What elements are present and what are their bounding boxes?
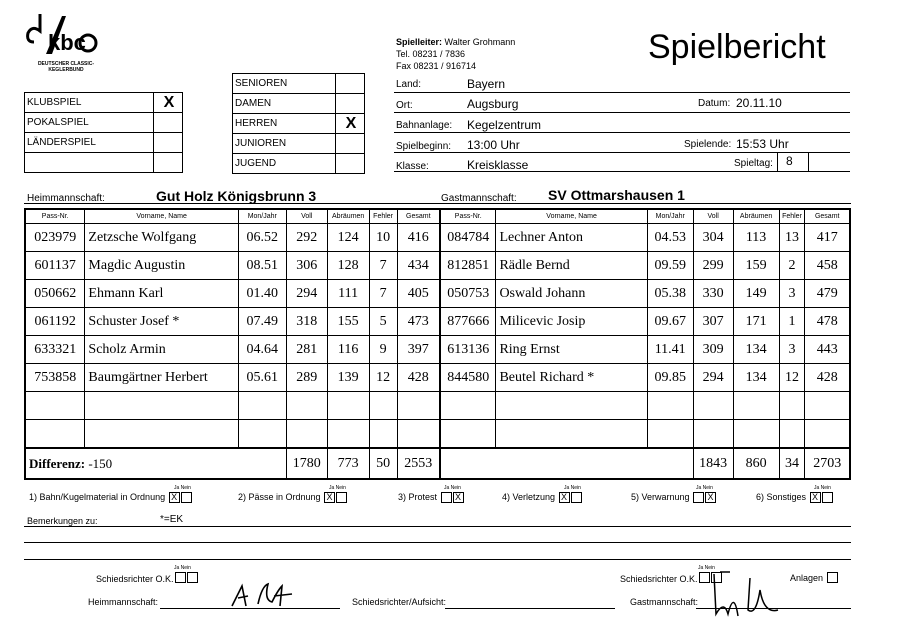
home-pass-cell: 633321 [25, 336, 85, 364]
guest-schiri-ok-label: Schiedsrichter O.K. [620, 574, 698, 584]
check-1: 1) Bahn/Kugelmaterial in Ordnung X [29, 492, 192, 503]
home-pass-cell [25, 420, 85, 449]
home-gesamt-cell [397, 420, 440, 449]
table-header-row [25, 209, 850, 224]
home-name-cell: Ehmann Karl [85, 280, 238, 308]
class-mark [336, 74, 365, 94]
guest-date-cell: 11.41 [647, 336, 693, 364]
ja-nein-label: Ja Nein [564, 485, 581, 491]
table-row [25, 280, 850, 308]
guest-abr-cell: 134 [733, 364, 779, 392]
remarks-text: *=EK [160, 514, 184, 525]
guest-voll-cell [693, 420, 733, 449]
class-mark [336, 154, 365, 174]
home-gesamt-cell: 434 [397, 252, 440, 280]
guest-total-abr: 860 [733, 448, 779, 479]
home-voll-cell: 289 [286, 364, 327, 392]
col-header: Pass-Nr. [440, 209, 496, 224]
home-date-cell: 07.49 [238, 308, 286, 336]
home-team-name: Gut Holz Königsbrunn 3 [156, 188, 317, 204]
guest-total-fehler: 34 [779, 448, 805, 479]
class-label: SENIOREN [233, 74, 336, 94]
guest-pass-cell: 050753 [440, 280, 496, 308]
home-date-cell [238, 392, 286, 420]
type-label: POKALSPIEL [25, 113, 154, 133]
remarks-line [24, 559, 851, 560]
guest-pass-cell: 084784 [440, 224, 496, 252]
datum-value: 20.11.10 [736, 96, 782, 110]
bahnanlage-value: Kegelzentrum [467, 118, 542, 132]
col-header: Mon/Jahr [647, 209, 693, 224]
check-6: 6) Sonstiges X [756, 492, 833, 503]
class-mark [336, 94, 365, 114]
home-abr-cell: 155 [327, 308, 369, 336]
home-fehler-cell: 10 [369, 224, 397, 252]
check-nein-box[interactable]: X [453, 492, 464, 503]
bahnanlage-label: Bahnanlage: [396, 120, 453, 131]
remarks-line [24, 542, 851, 543]
table-row [25, 224, 850, 252]
guest-fehler-cell: 3 [779, 336, 805, 364]
class-mark [336, 134, 365, 154]
check-2: 2) Pässe in Ordnung X [238, 492, 347, 503]
guest-gesamt-cell [805, 392, 850, 420]
datum-label: Datum: [698, 98, 731, 109]
spieltag-value: 8 [786, 154, 793, 168]
col-header: Gesamt [397, 209, 440, 224]
home-name-cell: Zetzsche Wolfgang [85, 224, 238, 252]
home-total-gesamt: 2553 [397, 448, 440, 479]
home-fehler-cell [369, 420, 397, 449]
spielleiter-tel: Tel. 08231 / 7836 [396, 49, 466, 59]
guest-voll-cell: 330 [693, 280, 733, 308]
col-header: Voll [286, 209, 327, 224]
ja-nein-label: Ja Nein [174, 565, 191, 571]
guest-fehler-cell [779, 420, 805, 449]
guest-signature [700, 570, 790, 625]
guest-voll-cell: 299 [693, 252, 733, 280]
check-nein-box[interactable] [571, 492, 582, 503]
guest-voll-cell: 294 [693, 364, 733, 392]
home-fehler-cell: 7 [369, 280, 397, 308]
guest-name-cell [496, 420, 647, 449]
table-row [25, 364, 850, 392]
home-abr-cell [327, 420, 369, 449]
home-total-voll: 1780 [286, 448, 327, 479]
home-fehler-cell [369, 392, 397, 420]
spielleiter-block [396, 36, 515, 72]
home-gesamt-cell: 405 [397, 280, 440, 308]
check-nein-box[interactable] [822, 492, 833, 503]
table-row [25, 420, 850, 449]
home-name-cell: Baumgärtner Herbert [85, 364, 238, 392]
home-signature-label: Heimmannschaft: [88, 597, 159, 607]
check-nein-box[interactable] [181, 492, 192, 503]
spieltag-label: Spieltag: [734, 158, 773, 169]
guest-fehler-cell: 12 [779, 364, 805, 392]
guest-name-cell [496, 392, 647, 420]
ja-nein-label: Ja Nein [696, 485, 713, 491]
home-date-cell: 06.52 [238, 224, 286, 252]
guest-fehler-cell [779, 392, 805, 420]
guest-abr-cell: 171 [733, 308, 779, 336]
type-mark: X [154, 93, 183, 113]
home-pass-cell: 023979 [25, 224, 85, 252]
ja-nein-label: Ja Nein [698, 565, 715, 571]
home-abr-cell: 124 [327, 224, 369, 252]
col-header: Mon/Jahr [238, 209, 286, 224]
table-row [25, 336, 850, 364]
difference-value: -150 [88, 455, 113, 471]
guest-name-cell: Lechner Anton [496, 224, 647, 252]
home-pass-cell: 061192 [25, 308, 85, 336]
logo-line1: DEUTSCHER CLASSIC- [37, 61, 95, 67]
home-voll-cell: 318 [286, 308, 327, 336]
guest-date-cell [647, 420, 693, 449]
class-label: JUNIOREN [233, 134, 336, 154]
home-abr-cell: 139 [327, 364, 369, 392]
check-ja-box[interactable]: X [559, 492, 570, 503]
guest-pass-cell: 844580 [440, 364, 496, 392]
ja-nein-label: Ja Nein [444, 485, 461, 491]
col-header: Pass-Nr. [25, 209, 85, 224]
home-signature [228, 580, 298, 615]
type-mark [154, 133, 183, 153]
guest-fehler-cell: 2 [779, 252, 805, 280]
guest-signature-label: Gastmannschaft: [630, 597, 699, 607]
home-voll-cell: 306 [286, 252, 327, 280]
guest-team-label: Gastmannschaft: [441, 193, 517, 204]
guest-pass-cell [440, 392, 496, 420]
spielleiter-name: Walter Grohmann [444, 37, 516, 47]
home-gesamt-cell [397, 392, 440, 420]
home-total-fehler: 50 [369, 448, 397, 479]
checks-row [26, 484, 856, 508]
check-nein-box[interactable] [336, 492, 347, 503]
guest-fehler-cell: 13 [779, 224, 805, 252]
guest-pass-cell: 877666 [440, 308, 496, 336]
guest-voll-cell [693, 392, 733, 420]
class-label: DAMEN [233, 94, 336, 114]
home-ok-ja-box[interactable] [175, 572, 186, 583]
schiri-signature-label: Schiedsrichter/Aufsicht: [352, 597, 447, 607]
klasse-label: Klasse: [396, 161, 429, 172]
col-header: Fehler [779, 209, 805, 224]
guest-abr-cell [733, 420, 779, 449]
guest-total-voll: 1843 [693, 448, 733, 479]
check-ja-box[interactable]: X [324, 492, 335, 503]
home-gesamt-cell: 397 [397, 336, 440, 364]
check-ja-box[interactable]: X [169, 492, 180, 503]
svg-text:kbc: kbc [48, 30, 86, 55]
ja-nein-label: Ja Nein [329, 485, 346, 491]
dkbc-logo [26, 14, 106, 73]
home-name-cell [85, 392, 238, 420]
ja-nein-label: Ja Nein [174, 485, 191, 491]
class-mark: X [336, 114, 365, 134]
home-fehler-cell: 5 [369, 308, 397, 336]
col-header: Fehler [369, 209, 397, 224]
guest-date-cell: 04.53 [647, 224, 693, 252]
guest-pass-cell: 812851 [440, 252, 496, 280]
guest-abr-cell: 149 [733, 280, 779, 308]
home-schiri-ok-label: Schiedsrichter O.K. [96, 574, 174, 584]
home-team-label: Heimmannschaft: [27, 193, 105, 204]
spielende-value: 15:53 Uhr [736, 137, 789, 151]
home-date-cell [238, 420, 286, 449]
check-3: 3) Protest X [398, 492, 464, 503]
class-label: HERREN [233, 114, 336, 134]
remarks-label: Bemerkungen zu: [27, 516, 98, 526]
guest-abr-cell: 113 [733, 224, 779, 252]
guest-voll-cell: 309 [693, 336, 733, 364]
land-value: Bayern [467, 77, 506, 91]
home-date-cell: 08.51 [238, 252, 286, 280]
guest-name-cell: Ring Ernst [496, 336, 647, 364]
home-fehler-cell: 9 [369, 336, 397, 364]
guest-gesamt-cell [805, 420, 850, 449]
check-5: 5) Verwarnung X [631, 492, 716, 503]
type-mark [154, 113, 183, 133]
home-voll-cell [286, 420, 327, 449]
guest-gesamt-cell: 479 [805, 280, 850, 308]
spielbeginn-value: 13:00 Uhr [467, 138, 520, 152]
guest-date-cell: 09.59 [647, 252, 693, 280]
ja-nein-label: Ja Nein [814, 485, 831, 491]
class-label: JUGEND [233, 154, 336, 174]
home-name-cell: Scholz Armin [85, 336, 238, 364]
guest-date-cell: 09.85 [647, 364, 693, 392]
guest-fehler-cell: 3 [779, 280, 805, 308]
type-mark [154, 153, 183, 173]
logo-line2: KEGLERBUND [48, 67, 84, 73]
guest-pass-cell: 613136 [440, 336, 496, 364]
guest-name-cell: Rädle Bernd [496, 252, 647, 280]
guest-gesamt-cell: 458 [805, 252, 850, 280]
check-ja-box[interactable]: X [810, 492, 821, 503]
home-name-cell: Schuster Josef * [85, 308, 238, 336]
col-header: Voll [693, 209, 733, 224]
guest-total-gesamt: 2703 [805, 448, 850, 479]
results-table [24, 208, 851, 480]
match-type-box [24, 92, 183, 173]
home-gesamt-cell: 428 [397, 364, 440, 392]
guest-voll-cell: 304 [693, 224, 733, 252]
guest-gesamt-cell: 428 [805, 364, 850, 392]
guest-voll-cell: 307 [693, 308, 733, 336]
guest-fehler-cell: 1 [779, 308, 805, 336]
type-label [25, 153, 154, 173]
home-gesamt-cell: 416 [397, 224, 440, 252]
page-title: Spielbericht [648, 28, 826, 66]
difference-label: Differenz: [29, 455, 86, 471]
home-pass-cell: 601137 [25, 252, 85, 280]
guest-name-cell: Oswald Johann [496, 280, 647, 308]
guest-gesamt-cell: 443 [805, 336, 850, 364]
table-row [25, 392, 850, 420]
home-gesamt-cell: 473 [397, 308, 440, 336]
check-ja-box[interactable] [441, 492, 452, 503]
guest-name-cell: Beutel Richard * [496, 364, 647, 392]
anlagen-label: Anlagen [790, 573, 824, 583]
class-box [232, 73, 365, 174]
guest-date-cell: 09.67 [647, 308, 693, 336]
home-date-cell: 04.64 [238, 336, 286, 364]
home-voll-cell [286, 392, 327, 420]
guest-gesamt-cell: 417 [805, 224, 850, 252]
check-4: 4) Verletzung X [502, 492, 582, 503]
home-ok-nein-box[interactable] [187, 572, 198, 583]
land-label: Land: [396, 79, 422, 90]
home-pass-cell: 753858 [25, 364, 85, 392]
check-nein-box[interactable]: X [705, 492, 716, 503]
ort-label: Ort: [396, 100, 413, 111]
spielleiter-fax: Fax 08231 / 916714 [396, 61, 477, 71]
home-fehler-cell: 7 [369, 252, 397, 280]
home-abr-cell [327, 392, 369, 420]
home-date-cell: 01.40 [238, 280, 286, 308]
home-voll-cell: 294 [286, 280, 327, 308]
guest-pass-cell [440, 420, 496, 449]
guest-abr-cell: 159 [733, 252, 779, 280]
home-fehler-cell: 12 [369, 364, 397, 392]
guest-name-cell: Milicevic Josip [496, 308, 647, 336]
type-label: KLUBSPIEL [25, 93, 154, 113]
guest-team-name: SV Ottmarshausen 1 [548, 187, 685, 203]
klasse-value: Kreisklasse [467, 158, 529, 172]
guest-abr-cell [733, 392, 779, 420]
remarks-line [24, 526, 851, 527]
col-header: Vorname, Name [85, 209, 238, 224]
home-name-cell [85, 420, 238, 449]
type-label: LÄNDERSPIEL [25, 133, 154, 153]
home-abr-cell: 111 [327, 280, 369, 308]
col-header: Gesamt [805, 209, 850, 224]
spielleiter-label: Spielleiter: [396, 37, 443, 47]
home-abr-cell: 116 [327, 336, 369, 364]
table-row [25, 308, 850, 336]
table-row [25, 252, 850, 280]
ort-value: Augsburg [467, 97, 519, 111]
spielbeginn-label: Spielbeginn: [396, 141, 452, 152]
anlagen-box[interactable] [827, 572, 838, 583]
home-total-abr: 773 [327, 448, 369, 479]
home-date-cell: 05.61 [238, 364, 286, 392]
home-name-cell: Magdic Augustin [85, 252, 238, 280]
home-pass-cell [25, 392, 85, 420]
col-header: Abräumen [733, 209, 779, 224]
spielende-label: Spielende: [684, 139, 732, 150]
col-header: Vorname, Name [496, 209, 647, 224]
home-pass-cell: 050662 [25, 280, 85, 308]
totals-row [25, 448, 850, 479]
check-ja-box[interactable] [693, 492, 704, 503]
home-voll-cell: 281 [286, 336, 327, 364]
col-header: Abräumen [327, 209, 369, 224]
guest-date-cell [647, 392, 693, 420]
home-voll-cell: 292 [286, 224, 327, 252]
guest-abr-cell: 134 [733, 336, 779, 364]
guest-date-cell: 05.38 [647, 280, 693, 308]
guest-gesamt-cell: 478 [805, 308, 850, 336]
home-abr-cell: 128 [327, 252, 369, 280]
